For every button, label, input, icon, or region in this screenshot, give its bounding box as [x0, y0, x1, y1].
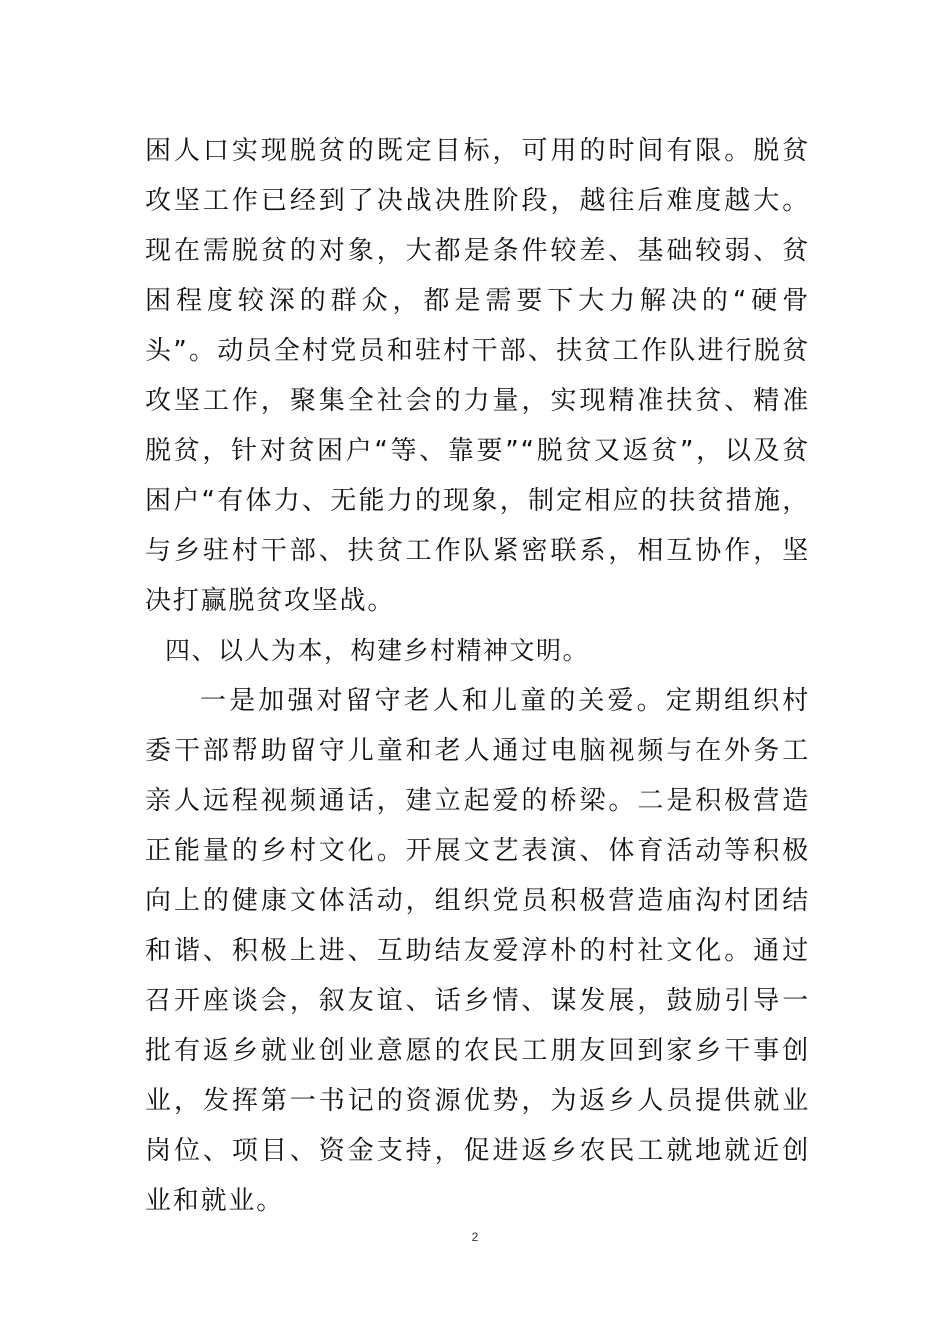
document-body	[145, 126, 810, 1226]
page-number: 2	[471, 1230, 479, 1244]
paragraph-continued: 困人口实现脱贫的既定目标，可用的时间有限。脱贫攻坚工作已经到了决战决胜阶段，越往后难度越大。现在需脱贫的对象，大都是条件较差、基础较弱、贫困程度较深的群众，都是需要下大力解决的“硬骨头”。动员全村党员和驻村干部、扶贫工作队进行脱贫攻坚工作，聚集全社会的力量，实现精准扶贫、精准脱贫，针对贫困户“等、靠要”“脱贫又返贫”，以及贫困户“有体力、无能力的现象，制定相应的扶贫措施，与乡驻村干部、扶贫工作队紧密联系，相互协作，坚决打赢脱贫攻坚战。	[145, 136, 810, 616]
paragraph-body: 一是加强对留守老人和儿童的关爱。定期组织村委干部帮助留守儿童和老人通过电脑视频与在外务工亲人远程视频通话，建立起爱的桥梁。二是积极营造正能量的乡村文化。开展文艺表演、体育活动等积极向上的健康文体活动，组织党员积极营造庙沟村团结和谐、积极上进、互助结友爱淳朴的村社文化。通过召开座谈会，叙友谊、话乡情、谋发展，鼓励引导一批有返乡就业创业意愿的农民工朋友回到家乡干事创业，发挥第一书记的资源优势，为返乡人员提供就业岗位、项目、资金支持，促进返乡农民工就地就近创业和就业。	[145, 686, 810, 1216]
section-heading: 四、以人为本，构建乡村精神文明。	[165, 636, 590, 665]
